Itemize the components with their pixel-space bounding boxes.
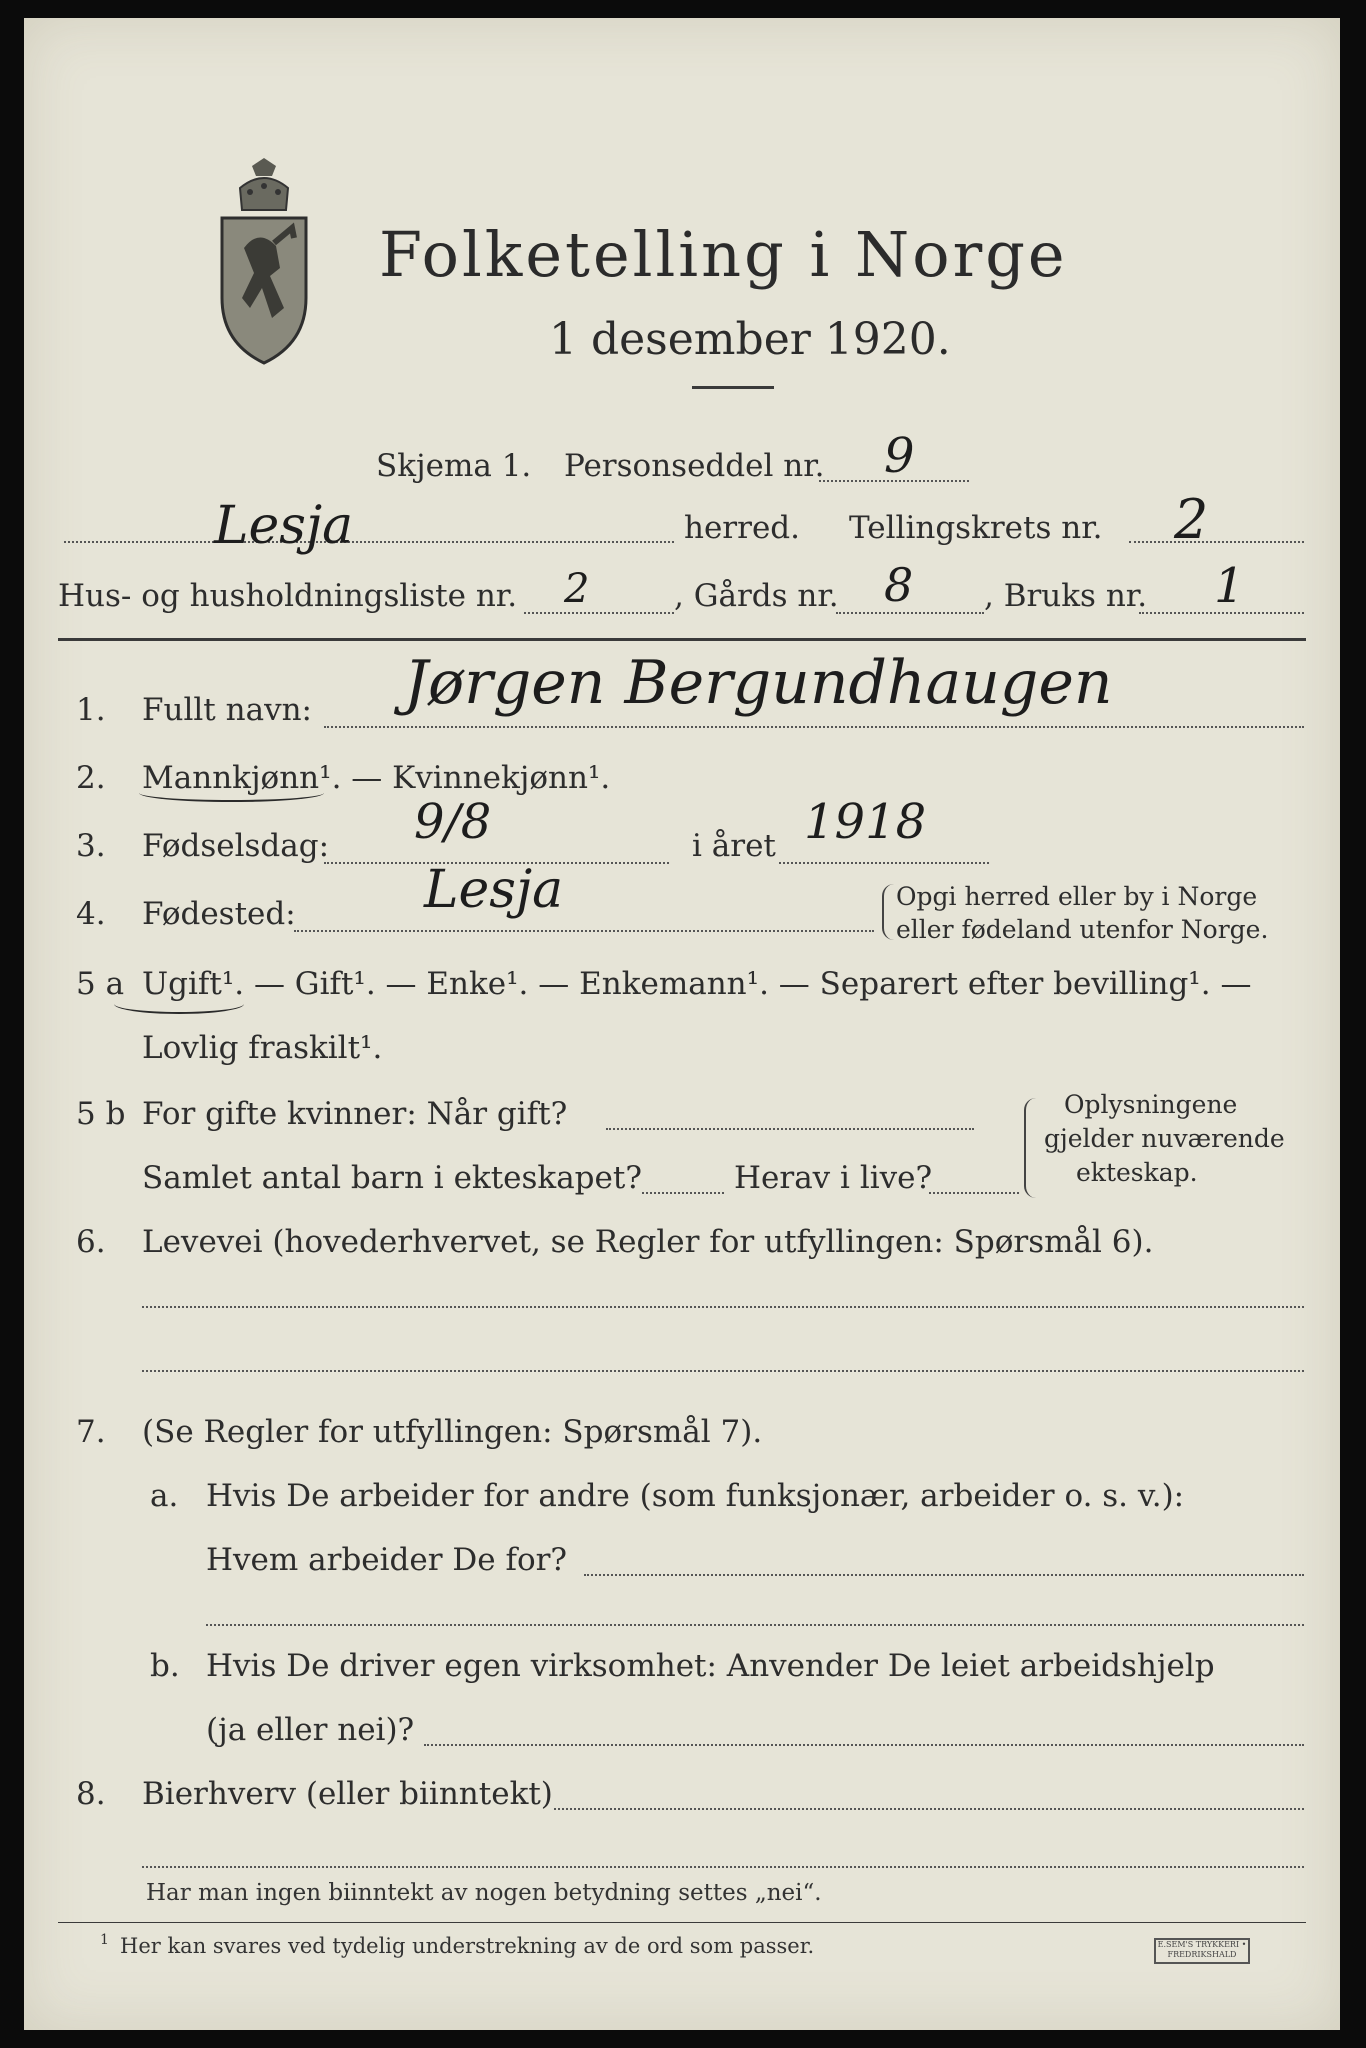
q5b-children-line [642, 1192, 724, 1194]
q8-line2 [142, 1866, 1304, 1868]
title-rule [692, 386, 774, 389]
q2-number: 2. [76, 760, 106, 796]
q5b-label: For gifte kvinner: Når gift? [142, 1096, 568, 1132]
q6-line1 [142, 1306, 1304, 1308]
q4-label: Fødested: [142, 896, 296, 932]
hus-label: Hus- og husholdningsliste nr. [58, 578, 518, 614]
q4-number: 4. [76, 896, 106, 932]
header-rule [58, 638, 1306, 641]
skjema-label: Skjema 1. [376, 448, 532, 484]
q2-label: Mannkjønn¹. — Kvinnekjønn¹. [142, 760, 611, 796]
census-form [24, 18, 1340, 2030]
hus-value[interactable]: 2 [564, 566, 590, 612]
q7b-label: Hvis De driver egen virksomhet: Anvender De leiet arbeidshjelp [206, 1648, 1215, 1684]
footnote-text: Her kan svares ved tydelig understrekning av de ord som passer. [120, 1934, 815, 1958]
tellingskrets-label: Tellingskrets nr. [849, 510, 1103, 546]
q3-year-line [779, 862, 989, 864]
q7-number: 7. [76, 1414, 106, 1450]
q4-note-line1: Opgi herred eller by i Norge [896, 882, 1258, 911]
q1-value[interactable]: Jørgen Bergundhaugen [404, 648, 1113, 718]
coat-of-arms-icon [214, 158, 314, 368]
q3-year-value[interactable]: 1918 [804, 794, 927, 850]
herred-line [64, 541, 674, 543]
q5b-married-line [606, 1128, 974, 1130]
q6-line2 [142, 1370, 1304, 1372]
q7a-label: Hvis De arbeider for andre (som funksjonær, arbeider o. s. v.): [206, 1478, 1185, 1514]
bruks-value[interactable]: 1 [1214, 558, 1245, 614]
herred-value[interactable]: Lesja [214, 496, 354, 556]
q5b-note-line1: Oplysningene [1064, 1090, 1238, 1119]
gards-label: , Gårds nr. [674, 578, 839, 614]
gards-value[interactable]: 8 [884, 558, 914, 612]
tellingskrets-line [1129, 541, 1304, 543]
q5b-children-label: Samlet antal barn i ekteskapet? [142, 1160, 642, 1196]
q3-value[interactable]: 9/8 [414, 794, 492, 850]
footer-note: Har man ingen biinntekt av nogen betydning settes „nei“. [146, 1880, 822, 1906]
herred-label: herred. [684, 510, 800, 546]
q4-brace [882, 884, 894, 940]
tellingskrets-value[interactable]: 2 [1174, 488, 1209, 551]
q7a-label-line2: Hvem arbeider De for? [206, 1542, 568, 1578]
q8-label: Bierhverv (eller biinntekt) [142, 1776, 553, 1812]
q2-mark [139, 784, 324, 802]
q5b-note-line2: gjelder nuværende [1044, 1124, 1285, 1153]
q5b-note-line3: ekteskap. [1076, 1158, 1198, 1187]
form-title: Folketelling i Norge [379, 218, 1068, 291]
q5b-number: 5 b [76, 1096, 126, 1132]
q1-line [324, 726, 1304, 728]
q7b-line [424, 1744, 1304, 1746]
q1-label: Fullt navn: [142, 692, 312, 728]
q5b-alive-line [929, 1192, 1019, 1194]
footnote-mark: 1 [100, 1932, 109, 1948]
q5b-alive-label: Herav i live? [734, 1160, 933, 1196]
hus-line [524, 612, 674, 614]
personseddel-value[interactable]: 9 [884, 428, 915, 484]
q6-number: 6. [76, 1224, 106, 1260]
q5a-mark [114, 994, 244, 1014]
q8-number: 8. [76, 1776, 106, 1812]
q4-note-line2: eller fødeland utenfor Norge. [896, 915, 1269, 944]
personseddel-label: Personseddel nr. [564, 448, 825, 484]
q7a-line1 [584, 1574, 1304, 1576]
q6-label: Levevei (hovederhvervet, se Regler for utfyllingen: Spørsmål 6). [142, 1224, 1154, 1260]
q3-label: Fødselsdag: [142, 828, 330, 864]
q5a-label: Ugift¹. — Gift¹. — Enke¹. — Enkemann¹. — Separert efter bevilling¹. — [142, 966, 1252, 1002]
q7a-letter: a. [150, 1478, 179, 1514]
q7b-label-line2: (ja eller nei)? [206, 1712, 415, 1748]
q3-number: 3. [76, 828, 106, 864]
q4-value[interactable]: Lesja [424, 860, 564, 920]
gards-line [836, 612, 984, 614]
q4-line [294, 930, 874, 932]
bruks-label: , Bruks nr. [984, 578, 1148, 614]
q7b-letter: b. [150, 1648, 180, 1684]
q5b-brace [1024, 1098, 1036, 1198]
q3-year-label: i året [692, 828, 776, 864]
census-date: 1 desember 1920. [549, 314, 951, 365]
q8-line1 [554, 1808, 1304, 1810]
q7a-line2 [206, 1624, 1304, 1626]
q5a-number: 5 a [76, 966, 125, 1002]
q1-number: 1. [76, 692, 106, 728]
printer-stamp: E.SEM'S TRYKKERI • FREDRIKSHALD [1154, 1938, 1250, 1964]
footer-rule [58, 1922, 1306, 1923]
q7-label: (Se Regler for utfyllingen: Spørsmål 7). [142, 1414, 763, 1450]
q5a-label-line2: Lovlig fraskilt¹. [142, 1030, 383, 1066]
